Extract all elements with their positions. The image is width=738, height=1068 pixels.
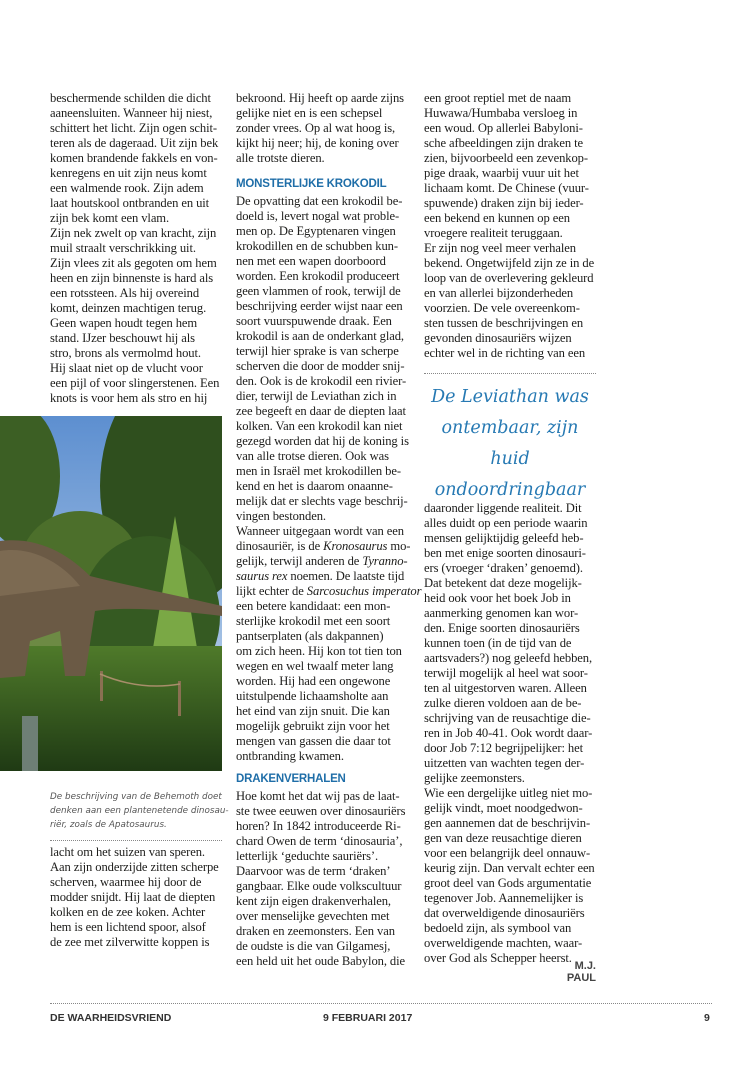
text-line: mengen van gassen die daar tot <box>236 734 391 748</box>
text-line: Hij slaat niet op de vlucht voor <box>50 361 203 375</box>
text-line: gelijk vindt, moet noodgedwon- <box>424 801 583 815</box>
text-line: mogelijk gebruikt zijn voor het <box>236 719 390 733</box>
text-line: dat overweldigende dinosauriërs <box>424 906 585 920</box>
text-line: echter wel in de richting van een <box>424 346 586 360</box>
text-line: ontbranding kwamen. <box>236 749 344 763</box>
column3-top <box>424 91 604 361</box>
text-line: Er zijn nog veel meer verhalen <box>424 241 576 255</box>
text-line: den. Enige soorten dinosauriërs <box>424 621 580 635</box>
pull-quote <box>424 382 596 506</box>
text-line: mensen gelijktijdig geleefd heb- <box>424 531 584 545</box>
text-line: tegenover Job. Aannemelijker is <box>424 891 584 905</box>
text-line: kunnen toen (in de tijd van de <box>424 636 572 650</box>
footer-divider <box>50 1003 712 1004</box>
text-line: door Job 7:12 begrijpelijker: het <box>424 741 583 755</box>
text-line: ben met enige soorten dinosauri- <box>424 546 586 560</box>
text-line: uitstulpende lichaamsholte aan <box>236 689 389 703</box>
text-line: vroegere realiteit teruggaan. <box>424 226 563 240</box>
text-line: gangbaar. Elke oude volkscultuur <box>236 879 402 893</box>
text-line: ontembaar, zijn huid <box>441 418 579 469</box>
text-line: scherven die door de modder snij- <box>236 359 405 373</box>
column2-draken <box>236 789 416 969</box>
text-line: schittert het licht. Zijn ogen schit- <box>50 121 217 135</box>
text-line: een pijl of voor slingerstenen. Een <box>50 376 220 390</box>
dinosaur-photo <box>0 416 222 771</box>
text-line: sche afbeeldingen zijn draken te <box>424 136 584 150</box>
footer-date: 9 FEBRUARI 2017 <box>323 1012 413 1024</box>
text-line: riër, zoals de Apatosaurus. <box>50 820 167 830</box>
text-line: daaronder liggende realiteit. Dit <box>424 501 582 515</box>
text-line: nen met een wapen doorboord <box>236 254 386 268</box>
text-line: muil straalt verschrikking uit. <box>50 241 196 255</box>
text-line: zijn bek komt een vlam. <box>50 211 170 225</box>
text-line: men in Israël met krokodillen be- <box>236 464 401 478</box>
section-heading-draken: DRAKENVERHALEN <box>236 773 346 785</box>
quote-divider <box>424 373 596 374</box>
text-line: bedoeld zijn, als symbool van <box>424 921 572 935</box>
text-line: Geen wapen houdt tegen hem <box>50 316 198 330</box>
text-line: heid ook voor het boek Job in <box>424 591 571 605</box>
text-line: voorzien. De vele overeenkom- <box>424 301 580 315</box>
text-line: gelijk, terwijl anderen de Tyranno- <box>236 554 408 568</box>
text-line: om zich heen. Hij kon tot tien ton <box>236 644 402 658</box>
text-line: zee begeeft en daar de diepten laat <box>236 404 406 418</box>
text-line: bekend. Ongetwijfeld zijn ze in de <box>424 256 595 270</box>
text-line: heen en zijn binnenste is hard als <box>50 271 214 285</box>
text-line: krokodil is aan de onderkant glad, <box>236 329 404 343</box>
section-heading-krokodil: MONSTERLIJKE KROKODIL <box>236 178 387 190</box>
text-line: gelijke zeemonsters. <box>424 771 525 785</box>
text-line: hem is een lichtend spoor, alsof <box>50 920 206 934</box>
text-line: van alle trotse dieren. Ook was <box>236 449 389 463</box>
column3-bottom <box>424 501 604 966</box>
author-signature: M.J. PAUL <box>566 960 596 984</box>
text-line: stro, brons als vermolmd hout. <box>50 346 201 360</box>
text-line: terwijl mogelijk al heel wat soor- <box>424 666 588 680</box>
text-line: voor een belangrijk deel onnauw- <box>424 846 591 860</box>
text-line: een rotssteen. Als hij overeind <box>50 286 200 300</box>
text-line: beschrijving eerder wijst naar een <box>236 299 403 313</box>
text-line: beschermende schilden die dicht <box>50 91 211 105</box>
text-line: en van allerlei bijzonderheden <box>424 286 574 300</box>
text-line: spuwende) draken zijn bij ieder- <box>424 196 584 210</box>
text-line: dier, terwijl de Leviathan zich in <box>236 389 397 403</box>
text-line: lichaam komt. De Chinese (vuur- <box>424 181 589 195</box>
text-line: Dat betekent dat deze mogelijk- <box>424 576 582 590</box>
text-line: gen aannemen dat de beschrijvin- <box>424 816 591 830</box>
text-line: De Leviathan was <box>431 387 589 407</box>
text-line: aaneensluiten. Wanneer hij niest, <box>50 106 213 120</box>
text-line: keurig zijn. Dan vervalt echter een <box>424 861 595 875</box>
text-line: gezegd worden dat hij de koning is <box>236 434 409 448</box>
text-line: zonder vrees. Op al wat hoog is, <box>236 121 396 135</box>
text-line: kolken en de zee koken. Achter <box>50 905 206 919</box>
text-line: krokodillen en de schubben kun- <box>236 239 398 253</box>
text-line: zien, bijvoorbeeld een zevenkop- <box>424 151 588 165</box>
text-line: alle trotste dieren. <box>236 151 325 165</box>
text-line: vingen bestonden. <box>236 509 326 523</box>
text-line: het eind van zijn snuit. Die kan <box>236 704 390 718</box>
page-number: 9 <box>704 1012 710 1024</box>
text-line: zulke dieren voldoen aan de be- <box>424 696 582 710</box>
text-line: ste twee eeuwen over dinosauriërs <box>236 804 406 818</box>
text-line: Zijn vlees zit als gegoten om hem <box>50 256 217 270</box>
text-line: kent zijn eigen drakenverhalen, <box>236 894 391 908</box>
text-line: De beschrijving van de Behemoth doet <box>50 792 222 802</box>
text-line: kolken. Van een krokodil kan niet <box>236 419 403 433</box>
text-line: kenregens en uit zijn neus komt <box>50 166 207 180</box>
text-line: ers (vroeger ‘draken’ genoemd). <box>424 561 583 575</box>
text-line: worden. Een krokodil produceert <box>236 269 400 283</box>
text-line: overweldigende machten, waar- <box>424 936 583 950</box>
text-line: ondoordringbaar <box>434 480 586 500</box>
text-line: terwijl hier sprake is van scherpe <box>236 344 399 358</box>
text-line: over menselijke gevechten met <box>236 909 390 923</box>
text-line: den. Ook is de krokodil een rivier- <box>236 374 407 388</box>
text-line: Wanneer uitgegaan wordt van een <box>236 524 404 538</box>
photo-caption <box>50 790 229 832</box>
text-line: een bekend en kunnen op een <box>424 211 570 225</box>
text-line: melijk dat er slechts vage beschrij- <box>236 494 408 508</box>
text-line: een groot reptiel met de naam <box>424 91 572 105</box>
text-line: kijkt hij neer; hij, de koning over <box>236 136 399 150</box>
text-line: scherven, waarmee hij door de <box>50 875 202 889</box>
text-line: Huwawa/Humbaba versloeg in <box>424 106 578 120</box>
text-line: de zee met zilverwitte koppen is <box>50 935 210 949</box>
text-line: draken en zeemonsters. Een van <box>236 924 395 938</box>
column2-intro <box>236 91 416 166</box>
text-line: pantserplaten (als dakpannen) <box>236 629 384 643</box>
text-line: komen brandende fakkels en von- <box>50 151 218 165</box>
text-line: Daarvoor was de term ‘draken’ <box>236 864 391 878</box>
text-line: een held uit het oude Babylon, die <box>236 954 406 968</box>
text-line: letterlijk ‘geduchte sauriërs’. <box>236 849 379 863</box>
text-line: schrijving van de reusachtige die- <box>424 711 591 725</box>
footer-publication: DE WAARHEIDSVRIEND <box>50 1012 172 1024</box>
text-line: loop van de overlevering gekleurd <box>424 271 594 285</box>
text-line: Zijn nek zwelt op van kracht, zijn <box>50 226 217 240</box>
text-line: gelijke niet en is een schepsel <box>236 106 383 120</box>
text-line: gevonden dinosauriërs wijzen <box>424 331 572 345</box>
text-line: teren als de dageraad. Uit zijn bek <box>50 136 219 150</box>
text-line: pige draak, waarbij vuur uit het <box>424 166 579 180</box>
text-line: groot deel van Gods argumentatie <box>424 876 592 890</box>
text-line: een walmende rook. Zijn adem <box>50 181 204 195</box>
text-line: geen vlammen of rook, terwijl de <box>236 284 401 298</box>
text-line: modder snijdt. Hij laat de diepten <box>50 890 216 904</box>
text-line: horen? In 1842 introduceerde Ri- <box>236 819 401 833</box>
text-line: over God als Schepper heerst. <box>424 951 572 965</box>
text-line: sterlijke krokodil met een soort <box>236 614 391 628</box>
column1-bottom <box>50 845 230 950</box>
text-line: soort vuurspuwende draak. Een <box>236 314 392 328</box>
text-line: worden. Hij had een ongewone <box>236 674 391 688</box>
text-line: uitzetten van wachten tegen der- <box>424 756 585 770</box>
text-line: de oudste is die van Gilgamesj, <box>236 939 391 953</box>
column2-krokodil <box>236 194 422 764</box>
text-line: lacht om het suizen van speren. <box>50 845 205 859</box>
text-line: een woud. Op allerlei Babyloni- <box>424 121 583 135</box>
caption-divider <box>50 840 222 841</box>
text-line: aanmerking genomen kan wor- <box>424 606 579 620</box>
text-line: stand. IJzer beschouwt hij als <box>50 331 195 345</box>
text-line: dinosauriër, is de Kronosaurus mo- <box>236 539 411 553</box>
text-line: aartsvaders?) nog geleefd hebben, <box>424 651 593 665</box>
text-line: laat houtskool ontbranden en uit <box>50 196 210 210</box>
text-line: men op. De Egyptenaren vingen <box>236 224 396 238</box>
text-line: alles duidt op een periode waarin <box>424 516 588 530</box>
text-line: bekroond. Hij heeft op aarde zijns <box>236 91 404 105</box>
text-line: ren in Job 40-41. Ook wordt daar- <box>424 726 593 740</box>
text-line: saurus rex noemen. De laatste tijd <box>236 569 405 583</box>
text-line: doeld is, levert nogal wat proble- <box>236 209 400 223</box>
text-line: De opvatting dat een krokodil be- <box>236 194 403 208</box>
text-line: ten al uitgestorven waren. Alleen <box>424 681 587 695</box>
text-line: wegen en wel twaalf meter lang <box>236 659 394 673</box>
text-line: Wie een dergelijke uitleg niet mo- <box>424 786 593 800</box>
text-line: Aan zijn onderzijde zitten scherpe <box>50 860 219 874</box>
text-line: komt, deinzen machtigen terug. <box>50 301 207 315</box>
text-line: knots is voor hem als stro en hij <box>50 391 208 405</box>
text-line: kend en het is daarom onaanne- <box>236 479 393 493</box>
text-line: chard Owen de term ‘dinosauria’, <box>236 834 403 848</box>
text-line: lijkt echter de Sarcosuchus imperator <box>236 584 422 598</box>
text-line: sten tussen de beschrijvingen en <box>424 316 584 330</box>
text-line: Hoe komt het dat wij pas de laat- <box>236 789 400 803</box>
text-line: een betere kandidaat: een mon- <box>236 599 391 613</box>
text-line: denken aan een plantenetende dinosau- <box>50 806 229 816</box>
column1-top <box>50 91 230 406</box>
text-line: gen van deze reusachtige dieren <box>424 831 582 845</box>
